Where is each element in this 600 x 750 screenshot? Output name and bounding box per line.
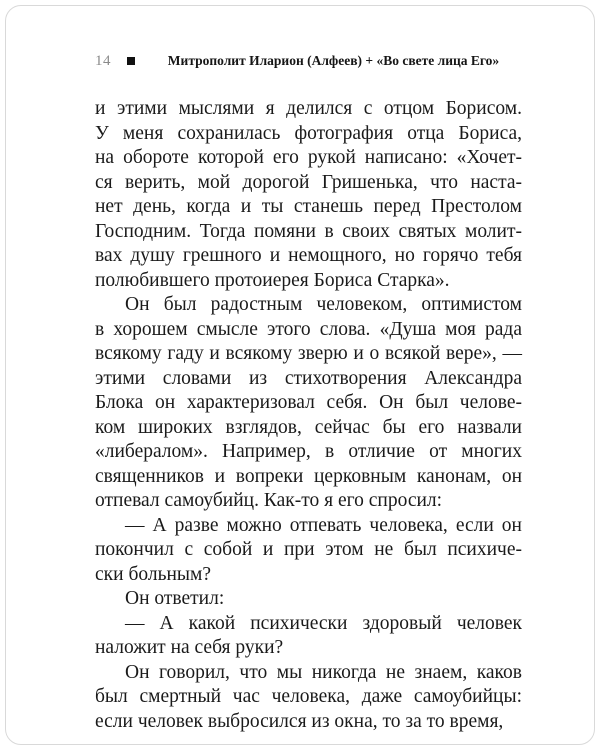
text-line: У меня сохранилась фотография отца Бориса, bbox=[95, 122, 522, 144]
text-line: ся верить, мой дорогой Гришенька, что наста- bbox=[95, 171, 522, 193]
text-line: Он говорил, что мы никогда не знаем, каков bbox=[125, 661, 522, 683]
text-line: полюбившего протоиерея Бориса Старка». bbox=[95, 269, 450, 291]
text-line: всякому гаду и всякому зверю и о всякой вере», — bbox=[95, 343, 522, 364]
text-line: ски больным? bbox=[95, 563, 212, 585]
text-line: нет день, когда и ты станешь перед Престолом bbox=[95, 196, 522, 217]
text-line: Он был радостным человеком, оптимистом bbox=[125, 294, 522, 315]
text-line: был смертный час человека, даже самоубийцы: bbox=[95, 686, 522, 707]
text-line: отпевал самоубийц. Как-то я его спросил: bbox=[95, 490, 443, 511]
text-line: этими словами из стихотворения Александра bbox=[95, 367, 522, 389]
text-line: и этими мыслями я делился с отцом Борисом. bbox=[95, 98, 522, 119]
running-header bbox=[95, 52, 522, 70]
text-line: если человек выбросился из окна, то за то время, bbox=[95, 710, 504, 732]
text-line: ком широких взглядов, сейчас бы его назвали bbox=[95, 416, 522, 438]
text-line: — А какой психически здоровый человек bbox=[125, 612, 522, 634]
text-line: наложит на себя руки? bbox=[95, 637, 284, 658]
square-marker-icon bbox=[127, 57, 135, 65]
text-line: в хорошем смысле этого слова. «Душа моя рада bbox=[95, 318, 522, 340]
text-line: Блока он характеризовал себя. Он был челове- bbox=[95, 392, 522, 413]
page-number: 14 bbox=[95, 52, 111, 69]
text-line: — А разве можно отпевать человека, если он bbox=[125, 514, 522, 536]
text-line: вах душу грешного и немощного, но горячо тебя bbox=[95, 245, 522, 266]
text-line: Он ответил: bbox=[125, 588, 225, 609]
text-line: «либералом». Например, в отличие от многих bbox=[95, 441, 522, 462]
text-line: священников и вопреки церковным канонам, он bbox=[95, 465, 522, 487]
text-line: Господним. Тогда помяни в своих святых молит- bbox=[95, 220, 522, 242]
body-text bbox=[95, 97, 522, 734]
text-line: на обороте которой его рукой написано: «Хочет- bbox=[95, 147, 522, 168]
running-header-title: Митрополит Иларион (Алфеев) + «Во свете лица Его» bbox=[167, 53, 500, 68]
text-line: покончил с собой и при этом не был психиче- bbox=[95, 539, 522, 560]
